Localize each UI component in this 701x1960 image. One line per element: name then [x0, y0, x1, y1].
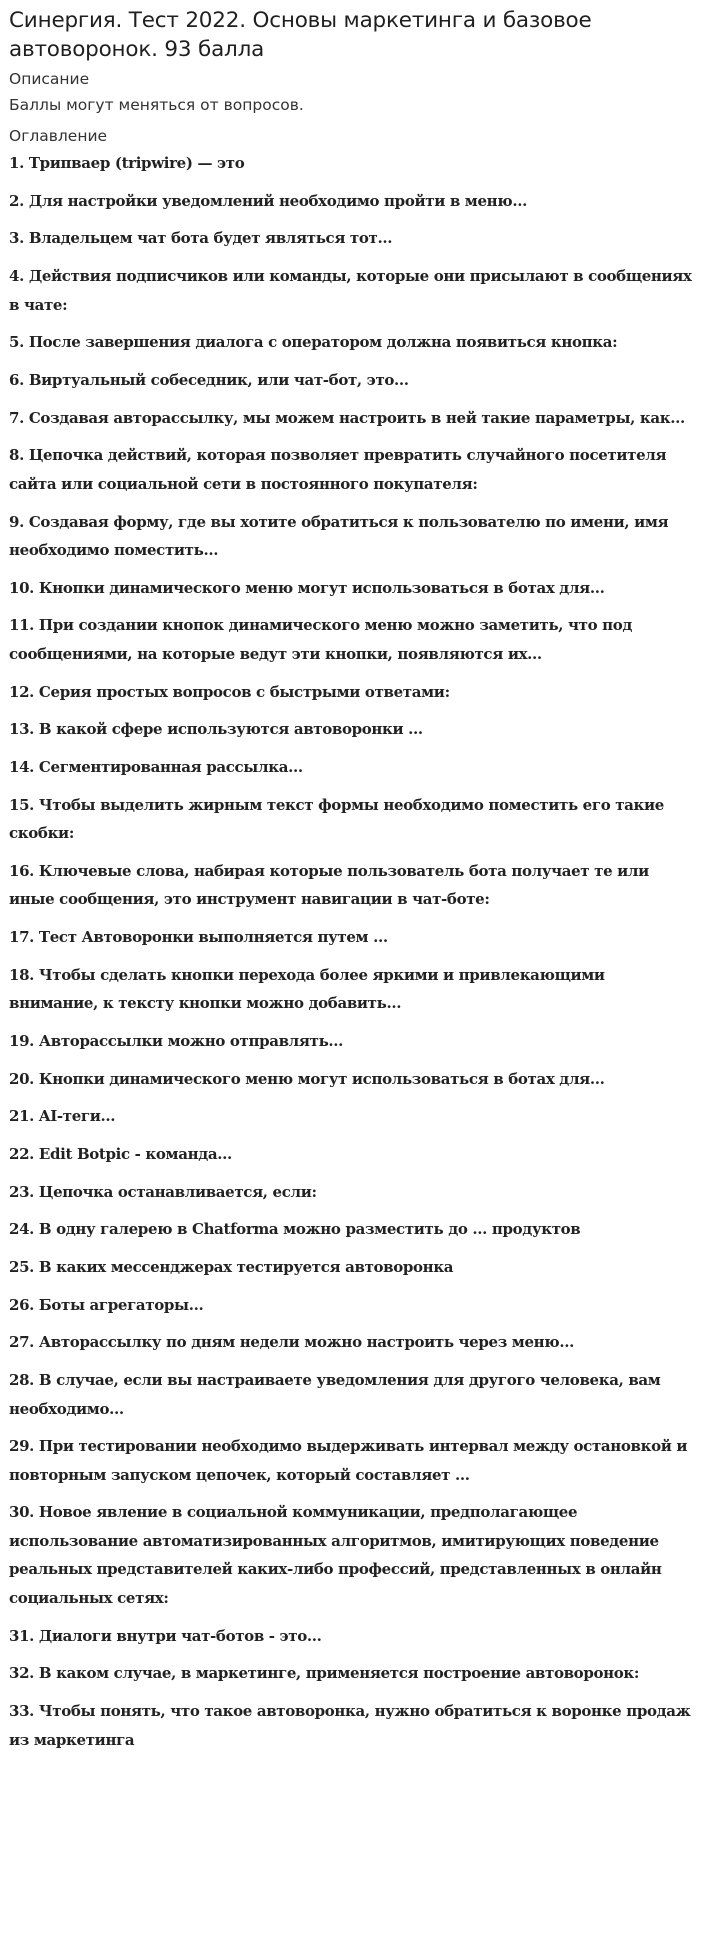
toc-item [9, 328, 692, 357]
toc-item-link[interactable]: 11. При создании кнопок динамического меню можно заметить, что под сообщениями, на которые ведут эти кнопки, появляются их… [9, 616, 633, 663]
toc-item-link[interactable]: 30. Новое явление в социальной коммуникации, предполагающее использование автоматизированных алгоритмов, имитирующих поведение реальных представителей каких-либо профессий, представленных в онлайн социальных сетях: [9, 1503, 662, 1607]
toc-item-link[interactable]: 31. Диалоги внутри чат-ботов - это… [9, 1626, 322, 1645]
toc-item-link[interactable]: 7. Создавая авторассылку, мы можем настроить в ней такие параметры, как… [9, 408, 685, 427]
description-label: Описание [9, 70, 90, 88]
toc-item-link[interactable]: 21. AI-теги… [9, 1107, 116, 1126]
toc-item-link[interactable]: 19. Авторассылки можно отправлять… [9, 1031, 344, 1050]
toc-item-link[interactable]: 5. После завершения диалога с оператором должна появиться кнопка: [9, 333, 618, 352]
toc-item [9, 1659, 692, 1688]
toc-item [9, 1498, 692, 1612]
toc-item-link[interactable]: 27. Авторассылку по дням недели можно настроить через меню… [9, 1333, 574, 1352]
toc-item [9, 1065, 692, 1094]
toc-list [9, 149, 692, 1754]
toc-item [9, 1253, 692, 1282]
toc-item [9, 366, 692, 395]
toc-item-link[interactable]: 13. В какой сфере используются автоворонки … [9, 720, 423, 739]
toc-item [9, 262, 692, 319]
toc-item [9, 1432, 692, 1489]
page-title: Синергия. Тест 2022. Основы маркетинга и базовое автоворонок. 93 балла [9, 8, 592, 62]
toc-item [9, 678, 692, 707]
toc-item [9, 923, 692, 952]
toc-item [9, 715, 692, 744]
toc-item [9, 1178, 692, 1207]
toc-item [9, 1215, 692, 1244]
toc-item [9, 857, 692, 914]
toc-item-link[interactable]: 8. Цепочка действий, которая позволяет превратить случайного посетителя сайта или социальной сети в постоянного покупателя: [9, 446, 667, 493]
table-of-contents [9, 125, 692, 1754]
toc-item-link[interactable]: 16. Ключевые слова, набирая которые пользователь бота получает те или иные сообщения, это инструмент навигации в чат-боте: [9, 861, 649, 909]
toc-item-link[interactable]: 1. Трипваер (tripwire) — это [9, 154, 245, 172]
toc-item [9, 149, 692, 178]
toc-label: Оглавление [9, 127, 108, 145]
toc-item [9, 1140, 692, 1169]
toc-item [9, 508, 692, 565]
toc-item-link[interactable]: 20. Кнопки динамического меню могут использоваться в ботах для… [9, 1069, 605, 1088]
toc-item-link[interactable]: 25. В каких мессенджерах тестируется автоворонка [9, 1258, 454, 1276]
toc-item [9, 1328, 692, 1357]
toc-item-link[interactable]: 28. В случае, если вы настраиваете уведомления для другого человека, вам необходимо… [9, 1371, 661, 1418]
toc-item [9, 574, 692, 603]
toc-item [9, 961, 692, 1018]
toc-item-link[interactable]: 32. В каком случае, в маркетинге, применяется построение автоворонок: [9, 1664, 640, 1683]
toc-item-link[interactable]: 18. Чтобы сделать кнопки перехода более яркими и привлекающими внимание, к тексту кнопки можно добавить… [9, 965, 605, 1013]
toc-item-link[interactable]: 9. Создавая форму, где вы хотите обратиться к пользователю по имени, имя необходимо поместить… [9, 512, 669, 559]
toc-item [9, 1291, 692, 1320]
toc-item-link[interactable]: 14. Сегментированная рассылка… [9, 757, 303, 776]
toc-item-link[interactable]: 3. Владельцем чат бота будет являться тот… [9, 229, 393, 248]
toc-item [9, 404, 692, 433]
toc-item-link[interactable]: 4. Действия подписчиков или команды, которые они присылают в сообщениях в чате: [9, 267, 692, 314]
toc-item-link[interactable]: 22. Edit Botpic - команда… [9, 1144, 232, 1163]
toc-item [9, 1027, 692, 1056]
toc-item [9, 224, 692, 253]
toc-item [9, 753, 692, 782]
description-section [9, 68, 692, 116]
toc-item-link[interactable]: 23. Цепочка останавливается, если: [9, 1182, 317, 1201]
toc-item [9, 1366, 692, 1423]
toc-item-link[interactable]: 29. При тестировании необходимо выдерживать интервал между остановкой и повторным запуском цепочек, который составляет … [9, 1437, 688, 1484]
toc-item-link[interactable]: 2. Для настройки уведомлений необходимо пройти в меню… [9, 191, 527, 210]
toc-item-link[interactable]: 26. Боты агрегаторы… [9, 1295, 204, 1314]
toc-item [9, 187, 692, 216]
toc-item-link[interactable]: 24. В одну галерею в Chatforma можно разместить до … продуктов [9, 1220, 581, 1239]
toc-item [9, 441, 692, 498]
toc-item-link[interactable]: 6. Виртуальный собеседник, или чат-бот, это… [9, 370, 409, 389]
toc-item-link[interactable]: 10. Кнопки динамического меню могут использоваться в ботах для… [9, 578, 605, 597]
toc-item [9, 1697, 692, 1754]
toc-item [9, 611, 692, 668]
toc-item-link[interactable]: 12. Серия простых вопросов с быстрыми ответами: [9, 682, 450, 701]
toc-item-link[interactable]: 17. Тест Автоворонки выполняется путем … [9, 928, 388, 946]
toc-item-link[interactable]: 15. Чтобы выделить жирным текст формы необходимо поместить его такие скобки: [9, 795, 664, 843]
toc-item-link[interactable]: 33. Чтобы понять, что такое автоворонка, нужно обратиться к воронке продаж из маркетинга [9, 1702, 691, 1749]
toc-item [9, 1622, 692, 1651]
toc-item [9, 791, 692, 848]
description-text: Баллы могут меняться от вопросов. [9, 96, 304, 114]
toc-item [9, 1102, 692, 1131]
